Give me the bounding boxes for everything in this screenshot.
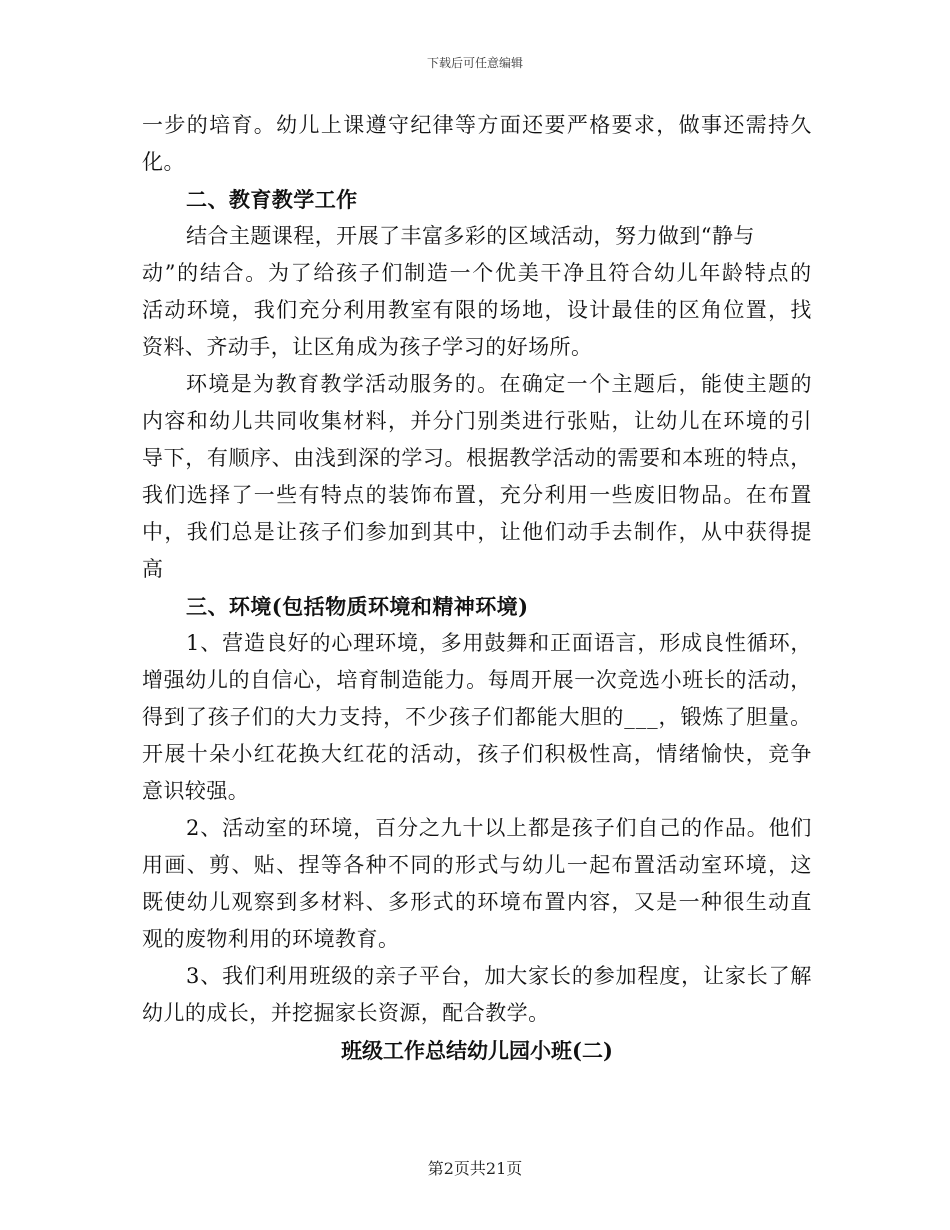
- body-line: 高: [142, 557, 164, 581]
- body-line: 我 们 选 择 了 一 些 有 特 点 的 装 饰 布 置 ， 充 分 利 用 一 些 废 旧 物 品 。 在 布 置: [142, 483, 812, 507]
- document-title: 班级工作总结幼儿园小班(二): [341, 1038, 613, 1063]
- page-number: 第2页共21页: [427, 1159, 523, 1178]
- body-line: 化。: [142, 150, 185, 174]
- body-line: 动 ” 的 结 合 。 为 了 给 孩 子 们 制 造 一 个 优 美 干 净 且 符 合 幼 儿 年 龄 特 点 的: [142, 261, 812, 285]
- body-line: 导 下 ， 有 顺 序 、 由 浅 到 深 的 学 习 。 根 据 教 学 活 动 的 需 要 和 本 班 的 特 点 ，: [142, 446, 812, 470]
- body-line: 中 ， 我 们 总 是 让 孩 子 们 参 加 到 其 中 ， 让 他 们 动 手 去 制 作 ， 从 中 获 得 提: [142, 520, 812, 544]
- section-heading: 二、教育教学工作: [186, 187, 358, 212]
- body-line: 幼儿的成长，并挖掘家长资源，配合教学。: [142, 1001, 550, 1025]
- body-line: 得 到 了 孩 子 们 的 大 力 支 持 ， 不 少 孩 子 们 都 能 大 胆 的 _ _ _ ， 锻 炼 了 胆 量 。: [142, 705, 812, 729]
- body-line: 环 境 是 为 教 育 教 学 活 动 服 务 的 。 在 确 定 一 个 主 题 后 ， 能 使 主 题 的: [186, 372, 812, 396]
- body-line: 既 使 幼 儿 观 察 到 多 材 料 、 多 形 式 的 环 境 布 置 内 容 ， 又 是 一 种 很 生 动 直: [142, 890, 812, 914]
- body-line: 开 展 十 朵 小 红 花 换 大 红 花 的 活 动 ， 孩 子 们 积 极 性 高 ， 情 绪 愉 快 ， 竞 争: [142, 742, 812, 766]
- body-line: 增 强 幼 儿 的 自 信 心 ， 培 育 制 造 能 力 。 每 周 开 展 一 次 竞 选 小 班 长 的 活 动 ，: [142, 668, 812, 692]
- body-content: [142, 107, 812, 1069]
- body-line: 内 容 和 幼 儿 共 同 收 集 材 料 ， 并 分 门 别 类 进 行 张 贴 ， 让 幼 儿 在 环 境 的 引: [142, 409, 812, 433]
- body-line: 意识较强。: [142, 779, 250, 803]
- body-line: 活 动 环 境 ， 我 们 充 分 利 用 教 室 有 限 的 场 地 ， 设 计 最 佳 的 区 角 位 置 ， 找: [142, 298, 812, 322]
- body-line: 一 步 的 培 育 。 幼 儿 上 课 遵 守 纪 律 等 方 面 还 要 严 格 要 求 ， 做 事 还 需 持 久: [142, 113, 812, 137]
- body-line: 1 、 营 造 良 好 的 心 理 环 境 ， 多 用 鼓 舞 和 正 面 语 言 ， 形 成 良 性 循 环 ，: [186, 631, 812, 655]
- section-heading: 三、环境(包括物质环境和精神环境): [186, 594, 529, 619]
- body-line: 用 画 、 剪 、 贴 、 捏 等 各 种 不 同 的 形 式 与 幼 儿 一 起 布 置 活 动 室 环 境 ， 这: [142, 853, 812, 877]
- body-line: 3 、 我 们 利 用 班 级 的 亲 子 平 台 ， 加 大 家 长 的 参 加 程 度 ， 让 家 长 了 解: [186, 964, 812, 988]
- body-line: 观的废物利用的环境教育。: [142, 927, 400, 951]
- body-line: 结合主题课程，开展了丰富多彩的区域活动，努力做到“静与: [186, 224, 755, 248]
- header-note: 下载后可任意编辑: [426, 56, 523, 70]
- body-line: 2 、 活 动 室 的 环 境 ， 百 分 之 九 十 以 上 都 是 孩 子 们 自 己 的 作 品 。 他 们: [186, 816, 812, 840]
- body-line: 资料、齐动手，让区角成为孩子学习的好场所。: [142, 335, 593, 359]
